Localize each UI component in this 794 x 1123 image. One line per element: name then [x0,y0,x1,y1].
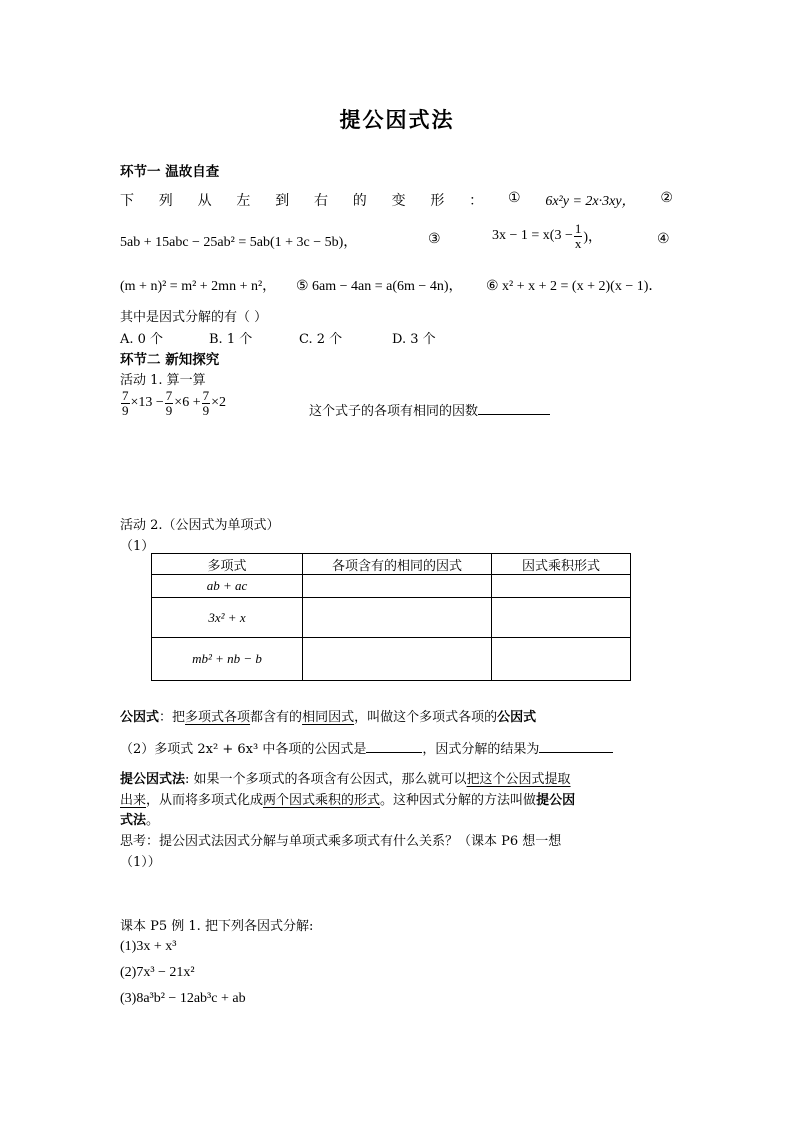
method-term: 式法 [120,813,147,828]
intro-char: 从 [197,194,212,209]
method-text: 。 [146,813,160,828]
intro-char: 变 [391,194,406,209]
answer-blank[interactable] [539,740,613,753]
intro-char: ： [469,194,484,209]
intro-char: 下 [120,194,134,209]
method-underlined: 把这个公因式提取 [466,772,571,787]
table-row [152,598,631,638]
table-cell-polynomial: ab + ac [152,575,303,598]
common-factor-definition [120,706,536,725]
page-title: 提公因式法 [339,107,455,132]
method-definition-line2 [120,789,575,808]
example-item: (3)8a³b² − 12ab³c + ab [120,991,246,1006]
intro-char: ① [507,191,521,206]
fraction-denominator: 9 [122,402,129,418]
example-item: (1)3x + x³ [120,939,177,954]
intro-char: 的 [352,194,367,209]
method-term: 提公因 [536,793,576,808]
fraction-numerator: 7 [122,388,129,403]
think-question-line1: 思考：提公因式法因式分解与单项式乘多项式有什么关系？（课本 P6 想一想 [120,834,562,849]
activity1-expression [120,389,226,417]
definition-underlined: 多项式各项 [185,710,251,725]
marker-2: ② [660,191,673,206]
definition-underlined: 相同因式 [302,710,355,725]
activity2-heading: 活动 2.（公因式为单项式） [120,518,280,533]
table-cell-answer[interactable] [492,598,631,638]
eq3-fraction [574,222,583,250]
table-header: 因式乘积形式 [492,554,631,575]
method-text: : 如果一个多项式的各项含有公因式，那么就可以 [185,772,467,787]
intro-char: 右 [313,194,328,209]
equation-4: (m + n)² = m² + 2mn + n²， [120,279,277,294]
definition-text: 都含有的 [250,710,303,725]
method-text: 。这种因式分解的方法叫做 [380,793,537,808]
example-item: (2)7x³ − 21x² [120,965,195,980]
equation-1: 6x²y = 2x·3xy， [545,194,636,209]
part2-text: ，因式分解的结果为 [422,742,540,757]
table-header: 多项式 [152,554,303,575]
example-heading: 课本 P5 例 1. 把下列各因式分解: [120,919,314,934]
expr-term: ×6 + [174,395,201,411]
part1-label: （1） [120,539,155,554]
part2-question [120,738,613,757]
table-header: 各项含有的相同的因式 [303,554,492,575]
option-d: D. 3 个 [392,332,436,347]
table-header-row [152,554,631,575]
activity1-question [309,400,550,419]
intro-line [120,190,673,210]
eq3-numerator: 1 [574,221,582,236]
part2-text: （2）多项式 2x² + 6x³ 中各项的公因式是 [120,742,367,757]
answer-blank[interactable] [478,402,550,415]
equation-6: ⑥ x² + x + 2 = (x + 2)(x − 1)． [486,279,663,294]
method-underlined: 两个因式乘积的形式 [263,793,381,808]
think-question-line2: （1）） [120,855,161,870]
equation-3 [492,222,602,250]
fraction-denominator: 9 [202,402,210,418]
table-cell-answer[interactable] [303,638,492,681]
eq3-left: 3x − 1 = x(3 − [492,228,573,244]
equation-5: ⑤ 6am − 4an = a(6m − 4n)， [296,279,463,294]
definition-term: 公因式 [497,710,537,725]
intro-char: 列 [158,194,173,209]
marker-3: ③ [428,232,441,247]
fraction-denominator: 9 [165,402,173,418]
factor-table [151,553,631,681]
intro-char: 到 [275,194,290,209]
method-label: 提公因式法 [120,772,186,787]
expr-term: ×2 [211,395,226,411]
expr-term: ×13 − [130,395,164,411]
option-a: A. 0 个 [120,332,164,347]
table-cell-answer[interactable] [303,575,492,598]
method-text: ，从而将多项式化成 [146,793,264,808]
option-c: C. 2 个 [299,332,343,347]
section2-heading: 环节二 新知探究 [120,352,220,368]
marker-4: ④ [657,232,670,247]
fraction [165,389,174,417]
answer-blank[interactable] [366,740,422,753]
activity1-question-text: 这个式子的各项有相同的因数 [309,404,479,419]
table-cell-polynomial: 3x² + x [152,598,303,638]
section1-heading: 环节一 温故自查 [120,164,220,180]
table-row [152,638,631,681]
table-cell-polynomial: mb² + nb − b [152,638,303,681]
table-cell-answer[interactable] [492,638,631,681]
question-text: 其中是因式分解的有（ ） [120,310,268,325]
table-cell-answer[interactable] [303,598,492,638]
method-definition-line3 [120,809,159,828]
intro-char: 形 [430,194,445,209]
fraction [202,389,211,417]
method-definition-line1 [120,768,571,787]
activity1-heading: 活动 1. 算一算 [120,373,206,388]
method-underlined: 出来 [120,793,147,808]
intro-char: 左 [236,194,251,209]
option-b: B. 1 个 [209,332,253,347]
table-cell-answer[interactable] [492,575,631,598]
definition-text: ：把 [159,710,186,725]
eq3-right: )， [583,230,603,246]
fraction-numerator: 7 [165,388,173,403]
definition-label: 公因式 [120,710,160,725]
equation-2: 5ab + 15abc − 25ab² = 5ab(1 + 3c − 5b)， [120,235,358,250]
fraction-numerator: 7 [202,388,210,403]
fraction [121,389,130,417]
table-row [152,575,631,598]
eq3-denominator: x [574,235,582,251]
definition-text: ，叫做这个多项式各项的 [354,710,498,725]
